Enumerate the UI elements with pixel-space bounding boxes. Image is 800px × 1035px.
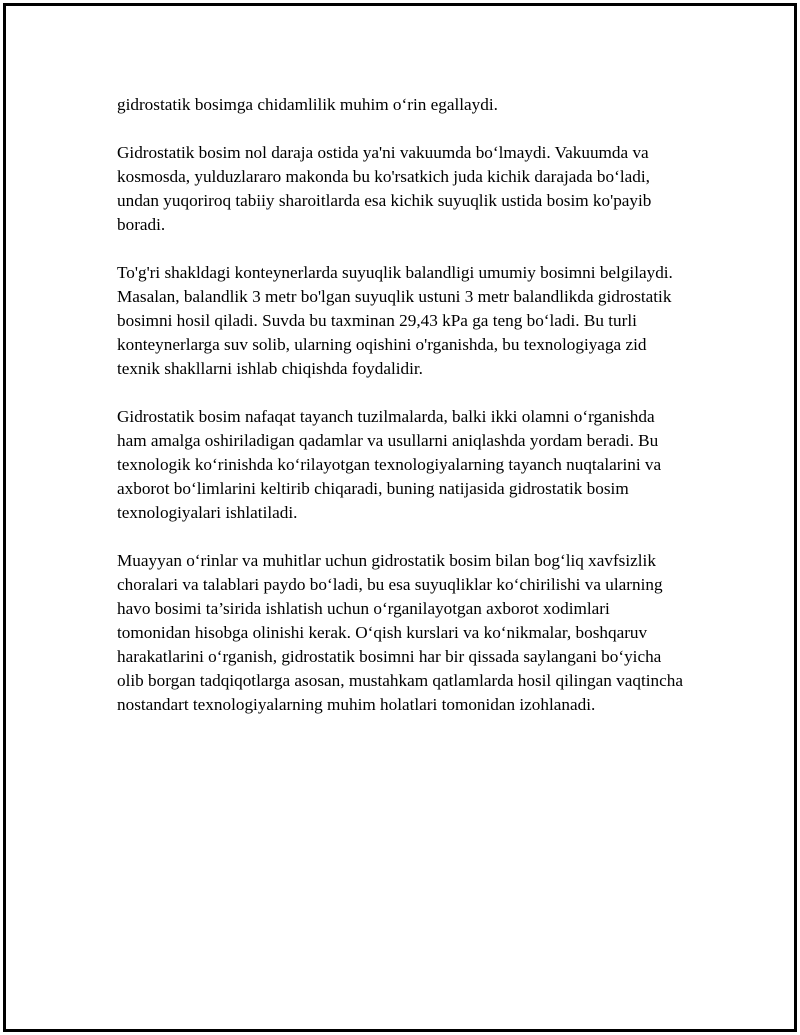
paragraph: Gidrostatik bosim nol daraja ostida ya'ni vakuumda bo‘lmaydi. Vakuumda va kosmosda, yulduzlararo makonda bu ko'rsatkich juda kichik darajada bo‘ladi, undan yuqoriroq tabiiy sharoitlarda esa kichik suyuqlik ustida bosim ko'payib boradi. bbox=[117, 143, 652, 234]
paragraph: To'g'ri shakldagi konteynerlarda suyuqlik balandligi umumiy bosimni belgilaydi. Masalan, balandlik 3 metr bo'lgan suyuqlik ustuni 3 metr balandlikda gidrostatik bosimni hosil qiladi. Suvda bu taxminan 29,43 kPa ga teng bo‘ladi. Bu turli konteynerlarga suv solib, ularning oqishini o'rganishda, bu texnologiyaga zid texnik shakllarni ishlab chiqishda foydalidir. bbox=[117, 263, 673, 378]
paragraph: gidrostatik bosimga chidamlilik muhim o‘rin egallaydi. bbox=[117, 95, 498, 114]
document-body bbox=[117, 93, 687, 741]
paragraph: Muayyan o‘rinlar va muhitlar uchun gidrostatik bosim bilan bog‘liq xavfsizlik choralari va talablari paydo bo‘ladi, bu esa suyuqliklar ko‘chirilishi va ularning havo bosimi ta’sirida ishlatish uchun o‘rganilayotgan axborot xodimlari tomonidan hisobga olinishi kerak. O‘qish kurslari va ko‘nikmalar, boshqaruv harakatlarini o‘rganish, gidrostatik bosimni har bir qissada saylangani bo‘yicha olib borgan tadqiqotlarga asosan, mustahkam qatlamlarda hosil qilingan vaqtincha nostandart texnologiyalarning muhim holatlari tomonidan izohlanadi. bbox=[117, 551, 683, 714]
paragraph: Gidrostatik bosim nafaqat tayanch tuzilmalarda, balki ikki olamni o‘rganishda ham amalga oshiriladigan qadamlar va usullarni aniqlashda yordam beradi. Bu texnologik ko‘rinishda ko‘rilayotgan texnologiyalarning tayanch nuqtalarini va axborot bo‘limlarini keltirib chiqaradi, buning natijasida gidrostatik bosim texnologiyalari ishlatiladi. bbox=[117, 407, 662, 522]
